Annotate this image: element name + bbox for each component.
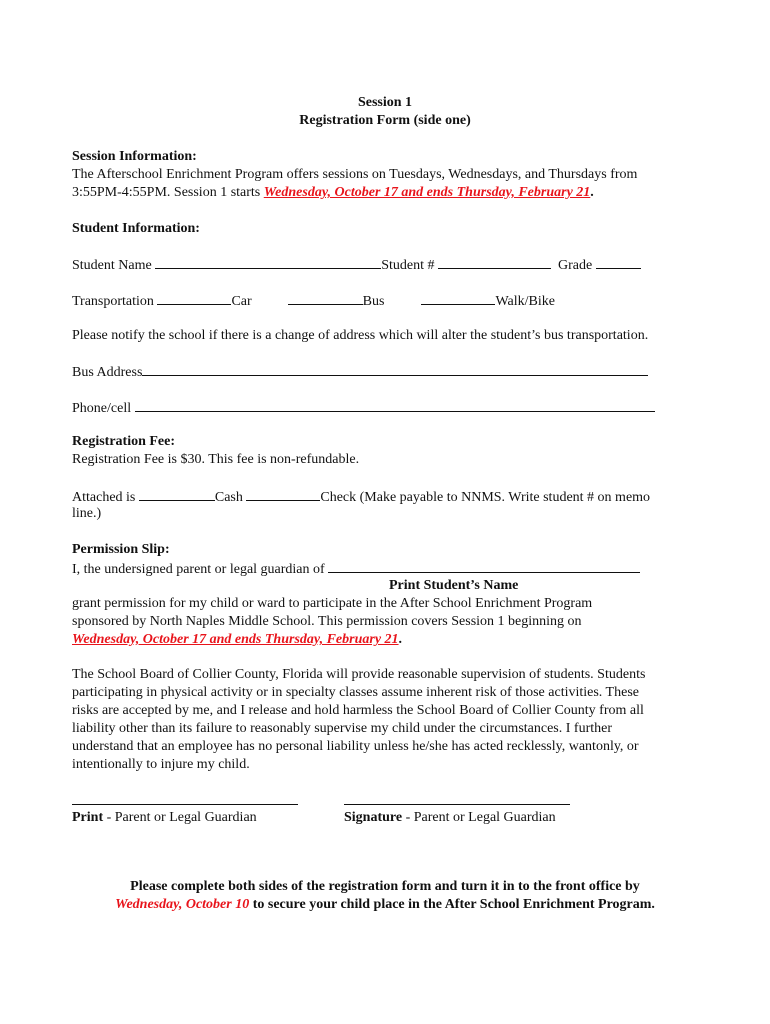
transportation-label: Transportation bbox=[72, 294, 154, 309]
liability-line-1: The School Board of Collier County, Florida will provide reasonable supervision of students. Students bbox=[72, 667, 646, 682]
form-title: Registration Form (side one) bbox=[299, 113, 471, 128]
permission-line4 bbox=[72, 631, 402, 649]
permission-line1 bbox=[72, 559, 640, 579]
phone-label: Phone/cell bbox=[72, 401, 132, 416]
student-name-field[interactable] bbox=[155, 255, 381, 269]
session-dates-period: . bbox=[590, 185, 594, 200]
print-bold: Print bbox=[72, 810, 104, 825]
permission-heading: Permission Slip: bbox=[72, 542, 170, 557]
student-info-heading: Student Information: bbox=[72, 221, 200, 236]
grade-field[interactable] bbox=[596, 255, 641, 269]
session-info-line2 bbox=[72, 184, 594, 202]
footer-line2 bbox=[0, 896, 770, 914]
phone-field[interactable] bbox=[135, 398, 655, 412]
session-title: Session 1 bbox=[357, 95, 413, 110]
bus-address-field[interactable] bbox=[142, 362, 648, 376]
footer-deadline: Wednesday, October 10 bbox=[115, 897, 250, 912]
check-label: Check (Make payable to NNMS. Write student # on memo bbox=[320, 490, 651, 505]
session-info-line1: The Afterschool Enrichment Program offers sessions on Tuesdays, Wednesdays, and Thursdays from bbox=[72, 167, 638, 182]
notify-text: Please notify the school if there is a change of address which will alter the student’s bus transportation. bbox=[72, 328, 649, 343]
student-row bbox=[72, 255, 641, 275]
transportation-row bbox=[72, 291, 555, 311]
permission-dates: Wednesday, October 17 and ends Thursday, February 21 bbox=[72, 632, 399, 647]
attached-label: Attached is bbox=[72, 490, 136, 505]
phone-row bbox=[72, 398, 655, 418]
student-name-label: Student Name bbox=[72, 258, 152, 273]
car-blank[interactable] bbox=[157, 291, 231, 305]
print-name-line[interactable] bbox=[72, 804, 298, 805]
bus-address-label: Bus Address bbox=[72, 365, 143, 380]
car-label: Car bbox=[231, 294, 252, 309]
footer-line1: Please complete both sides of the registration form and turn it in to the front office by bbox=[130, 879, 640, 894]
permission-line1-text: I, the undersigned parent or legal guardian of bbox=[72, 562, 325, 577]
signature-bold: Signature bbox=[344, 810, 403, 825]
registration-fee-heading: Registration Fee: bbox=[72, 434, 176, 449]
cash-blank[interactable] bbox=[139, 487, 215, 501]
bus-label: Bus bbox=[362, 294, 385, 309]
signature-line[interactable] bbox=[344, 804, 570, 805]
liability-line-2: participating in physical activity or in specialty classes assume inherent risk of those activities. These bbox=[72, 685, 639, 700]
permission-dates-period: . bbox=[398, 632, 403, 647]
footer-line2-rest: to secure your child place in the After School Enrichment Program. bbox=[249, 897, 655, 912]
print-student-name-label: Print Student’s Name bbox=[389, 578, 519, 593]
liability-line-5: understand that an employee has no personal liability unless he/she has acted recklessly, wantonly, or bbox=[72, 739, 639, 754]
session-dates: Wednesday, October 17 and ends Thursday, February 21 bbox=[263, 185, 591, 200]
liability-line-6: intentionally to injure my child. bbox=[72, 757, 250, 772]
check-label-cont: line.) bbox=[72, 506, 102, 521]
print-guardian-label bbox=[72, 809, 257, 827]
check-blank[interactable] bbox=[246, 487, 320, 501]
bus-address-row bbox=[72, 362, 648, 382]
student-number-field[interactable] bbox=[438, 255, 551, 269]
student-number-label: Student # bbox=[381, 258, 435, 273]
signature-rest: - Parent or Legal Guardian bbox=[402, 810, 556, 825]
bus-blank[interactable] bbox=[288, 291, 363, 305]
student-print-name-field[interactable] bbox=[328, 559, 640, 573]
attached-row bbox=[72, 487, 650, 507]
liability-line-3: risks are accepted by me, and I release and hold harmless the School Board of Collier County from all bbox=[72, 703, 644, 718]
cash-label: Cash bbox=[214, 490, 243, 505]
signature-guardian-label bbox=[344, 809, 556, 827]
liability-line-4: liability other than its failure to reasonably supervise my child under the circumstances. I further bbox=[72, 721, 612, 736]
print-rest: - Parent or Legal Guardian bbox=[103, 810, 257, 825]
walk-bike-blank[interactable] bbox=[421, 291, 495, 305]
permission-line3: sponsored by North Naples Middle School. This permission covers Session 1 beginning on bbox=[72, 614, 582, 629]
walk-bike-label: Walk/Bike bbox=[495, 294, 555, 309]
session-info-heading: Session Information: bbox=[72, 149, 197, 164]
permission-line2: grant permission for my child or ward to participate in the After School Enrichment Program bbox=[72, 596, 593, 611]
registration-fee-text: Registration Fee is $30. This fee is non-refundable. bbox=[72, 452, 360, 467]
grade-label: Grade bbox=[558, 258, 593, 273]
session-info-line2-prefix: 3:55PM-4:55PM. Session 1 starts bbox=[72, 185, 264, 200]
